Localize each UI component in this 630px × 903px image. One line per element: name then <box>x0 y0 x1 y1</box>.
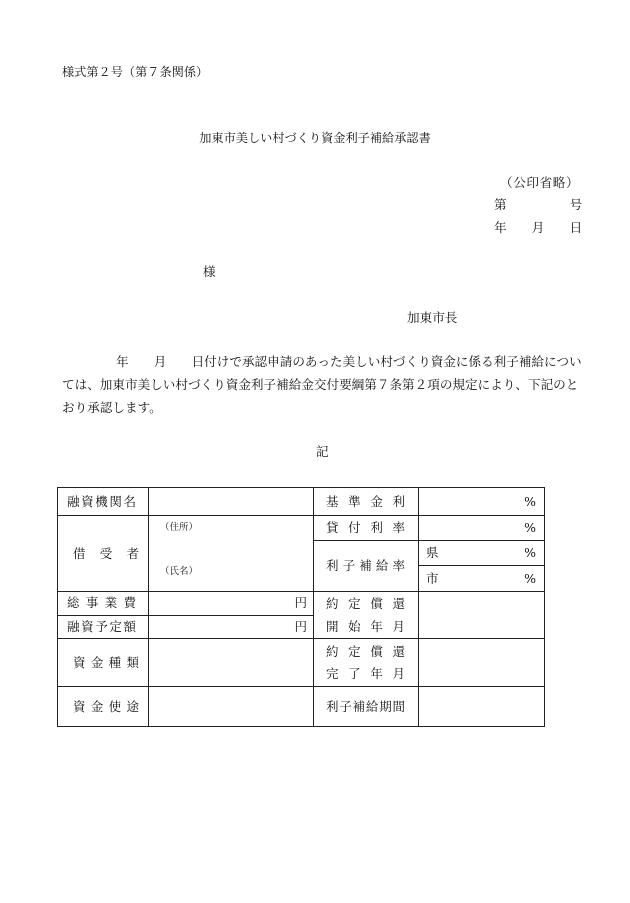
loan-amount-unit: 円 <box>294 618 307 634</box>
city-unit: % <box>524 570 536 586</box>
repay-start-label-cell <box>314 592 419 639</box>
loan-amount-label <box>67 619 136 635</box>
label-char: 年 <box>370 619 383 634</box>
lender-label-cell <box>58 488 149 516</box>
label-char: 使 <box>108 698 122 714</box>
base-rate-label-cell <box>314 488 419 516</box>
label-char: 融 <box>67 618 80 634</box>
body-text-line: 年 月 日付けで承認申請のあった美しい村づくり資金に係る利子補給につい <box>116 354 582 369</box>
repay-start-label-line <box>326 615 405 638</box>
label-char: 融 <box>67 493 80 509</box>
total-cost-value-cell <box>149 592 314 616</box>
repay-end-label-line <box>326 663 405 685</box>
subsidy-period-label-cell <box>314 687 419 727</box>
label-char: 貸 <box>326 520 339 535</box>
label-char: 総 <box>67 595 80 611</box>
label-char: 始 <box>348 619 361 634</box>
label-char: 償 <box>370 643 383 659</box>
approval-detail-table <box>57 487 545 727</box>
label-char: 給 <box>375 558 389 573</box>
total-cost-label-cell <box>58 592 149 616</box>
repay-end-label-cell <box>314 639 419 687</box>
borrower-value-cell <box>149 516 314 592</box>
subsidy-period-value-cell <box>419 687 545 727</box>
label-char: 準 <box>348 493 361 509</box>
ki-heading: 記 <box>316 444 329 459</box>
label-char: 間 <box>392 698 405 714</box>
repay-start-value-cell <box>419 592 545 639</box>
repay-end-value-cell <box>419 639 545 687</box>
label-char: 途 <box>126 698 139 714</box>
label-char: 金 <box>90 654 104 670</box>
city-rate <box>419 571 544 587</box>
label-char: 者 <box>126 545 139 561</box>
fund-type-label-cell <box>58 639 149 687</box>
label-char: 類 <box>126 654 139 670</box>
fund-use-value-cell <box>149 687 314 727</box>
borrower-label <box>73 546 139 562</box>
subsidy-period-label <box>326 699 405 715</box>
label-char: 了 <box>348 665 361 681</box>
label-char: 開 <box>326 619 339 634</box>
prefecture-unit: % <box>524 545 536 560</box>
label-char: 関 <box>109 493 122 509</box>
table-row <box>58 687 545 727</box>
label-char: 月 <box>392 665 405 681</box>
document-title: 加東市美しい村づくり資金利子補給承認書 <box>199 131 431 145</box>
label-char: 定 <box>348 643 361 659</box>
label-char: 補 <box>352 698 366 714</box>
fund-type-label <box>73 655 139 671</box>
table-row <box>58 592 545 616</box>
label-char: 給 <box>365 698 379 714</box>
label-char: 受 <box>99 545 113 561</box>
seal-omitted-note: （公印省略） <box>500 175 580 190</box>
lending-rate-label <box>326 520 405 536</box>
prefecture-label: 県 <box>426 545 439 560</box>
label-char: 金 <box>370 493 383 509</box>
label-char: 資 <box>81 493 94 509</box>
borrower-label-cell <box>58 516 149 592</box>
label-char: 予 <box>95 618 108 634</box>
label-char: 名 <box>123 493 136 509</box>
document-number-line: 第 号 <box>494 197 583 212</box>
label-char: 資 <box>81 618 94 634</box>
body-text-line: おり承認します。 <box>62 400 162 415</box>
label-char: 約 <box>326 643 339 659</box>
lender-label <box>67 494 136 510</box>
label-char: 資 <box>73 654 86 670</box>
repay-start-label-line <box>326 592 405 615</box>
label-char: 還 <box>392 643 405 659</box>
label-char: 子 <box>339 698 352 714</box>
label-char: 基 <box>326 493 339 509</box>
label-char: 事 <box>85 595 99 611</box>
base-rate-label <box>326 494 405 510</box>
label-char: 率 <box>392 558 405 573</box>
label-char: 年 <box>370 665 383 681</box>
label-char: 額 <box>123 618 136 634</box>
city-label: 市 <box>426 570 439 586</box>
lending-rate-value-cell <box>419 516 545 541</box>
lender-value-cell <box>149 488 314 516</box>
label-char: 機 <box>95 493 108 509</box>
subsidy-rate-label <box>326 558 405 574</box>
label-char: 償 <box>370 596 383 611</box>
name-note: （氏名） <box>160 566 199 577</box>
label-char: 還 <box>392 596 405 611</box>
label-char: 月 <box>392 619 405 634</box>
address-note: （住所） <box>160 522 199 533</box>
form-number: 様式第２号（第７条関係） <box>62 65 209 79</box>
label-char: 約 <box>326 596 339 611</box>
fund-type-value-cell <box>149 639 314 687</box>
label-char: 費 <box>123 595 136 611</box>
label-char: 資 <box>73 698 86 714</box>
label-char: 利 <box>326 698 339 714</box>
total-cost-unit: 円 <box>294 595 307 611</box>
label-char: 利 <box>370 520 383 535</box>
loan-amount-label-cell <box>58 615 149 639</box>
label-char: 種 <box>108 654 122 670</box>
prefecture-rate-cell <box>419 541 545 566</box>
issuer-name: 加東市長 <box>407 310 458 325</box>
label-char: 金 <box>90 698 104 714</box>
document-date-line: 年 月 日 <box>494 220 583 235</box>
base-rate-unit: % <box>524 493 536 509</box>
table-row <box>58 488 545 516</box>
fund-use-label-cell <box>58 687 149 727</box>
table-row <box>58 516 545 541</box>
label-char: 完 <box>326 665 339 681</box>
label-char: 利 <box>392 493 405 509</box>
loan-amount-value-cell <box>149 615 314 639</box>
base-rate-value-cell <box>419 488 545 516</box>
fund-use-label <box>73 699 139 715</box>
addressee-suffix: 様 <box>203 264 216 279</box>
label-char: 率 <box>392 520 405 535</box>
body-text-line: ては、加東市美しい村づくり資金利子補給金交付要綱第７条第２項の規定により、下記のと <box>62 377 579 392</box>
city-rate-cell <box>419 566 545 592</box>
lending-rate-unit: % <box>524 520 536 535</box>
subsidy-rate-label-cell <box>314 541 419 592</box>
label-char: 利 <box>326 558 339 573</box>
label-char: 期 <box>379 698 392 714</box>
table-row <box>58 639 545 687</box>
label-char: 定 <box>348 596 361 611</box>
label-char: 子 <box>342 558 356 573</box>
total-cost-label <box>67 595 136 611</box>
label-char: 付 <box>348 520 361 535</box>
prefecture-rate <box>419 545 544 561</box>
label-char: 補 <box>359 558 372 573</box>
label-char: 借 <box>73 545 86 561</box>
label-char: 業 <box>104 595 118 611</box>
label-char: 定 <box>109 618 122 634</box>
borrower-box <box>149 516 313 591</box>
repay-end-label-line <box>326 641 405 663</box>
lending-rate-label-cell <box>314 516 419 541</box>
